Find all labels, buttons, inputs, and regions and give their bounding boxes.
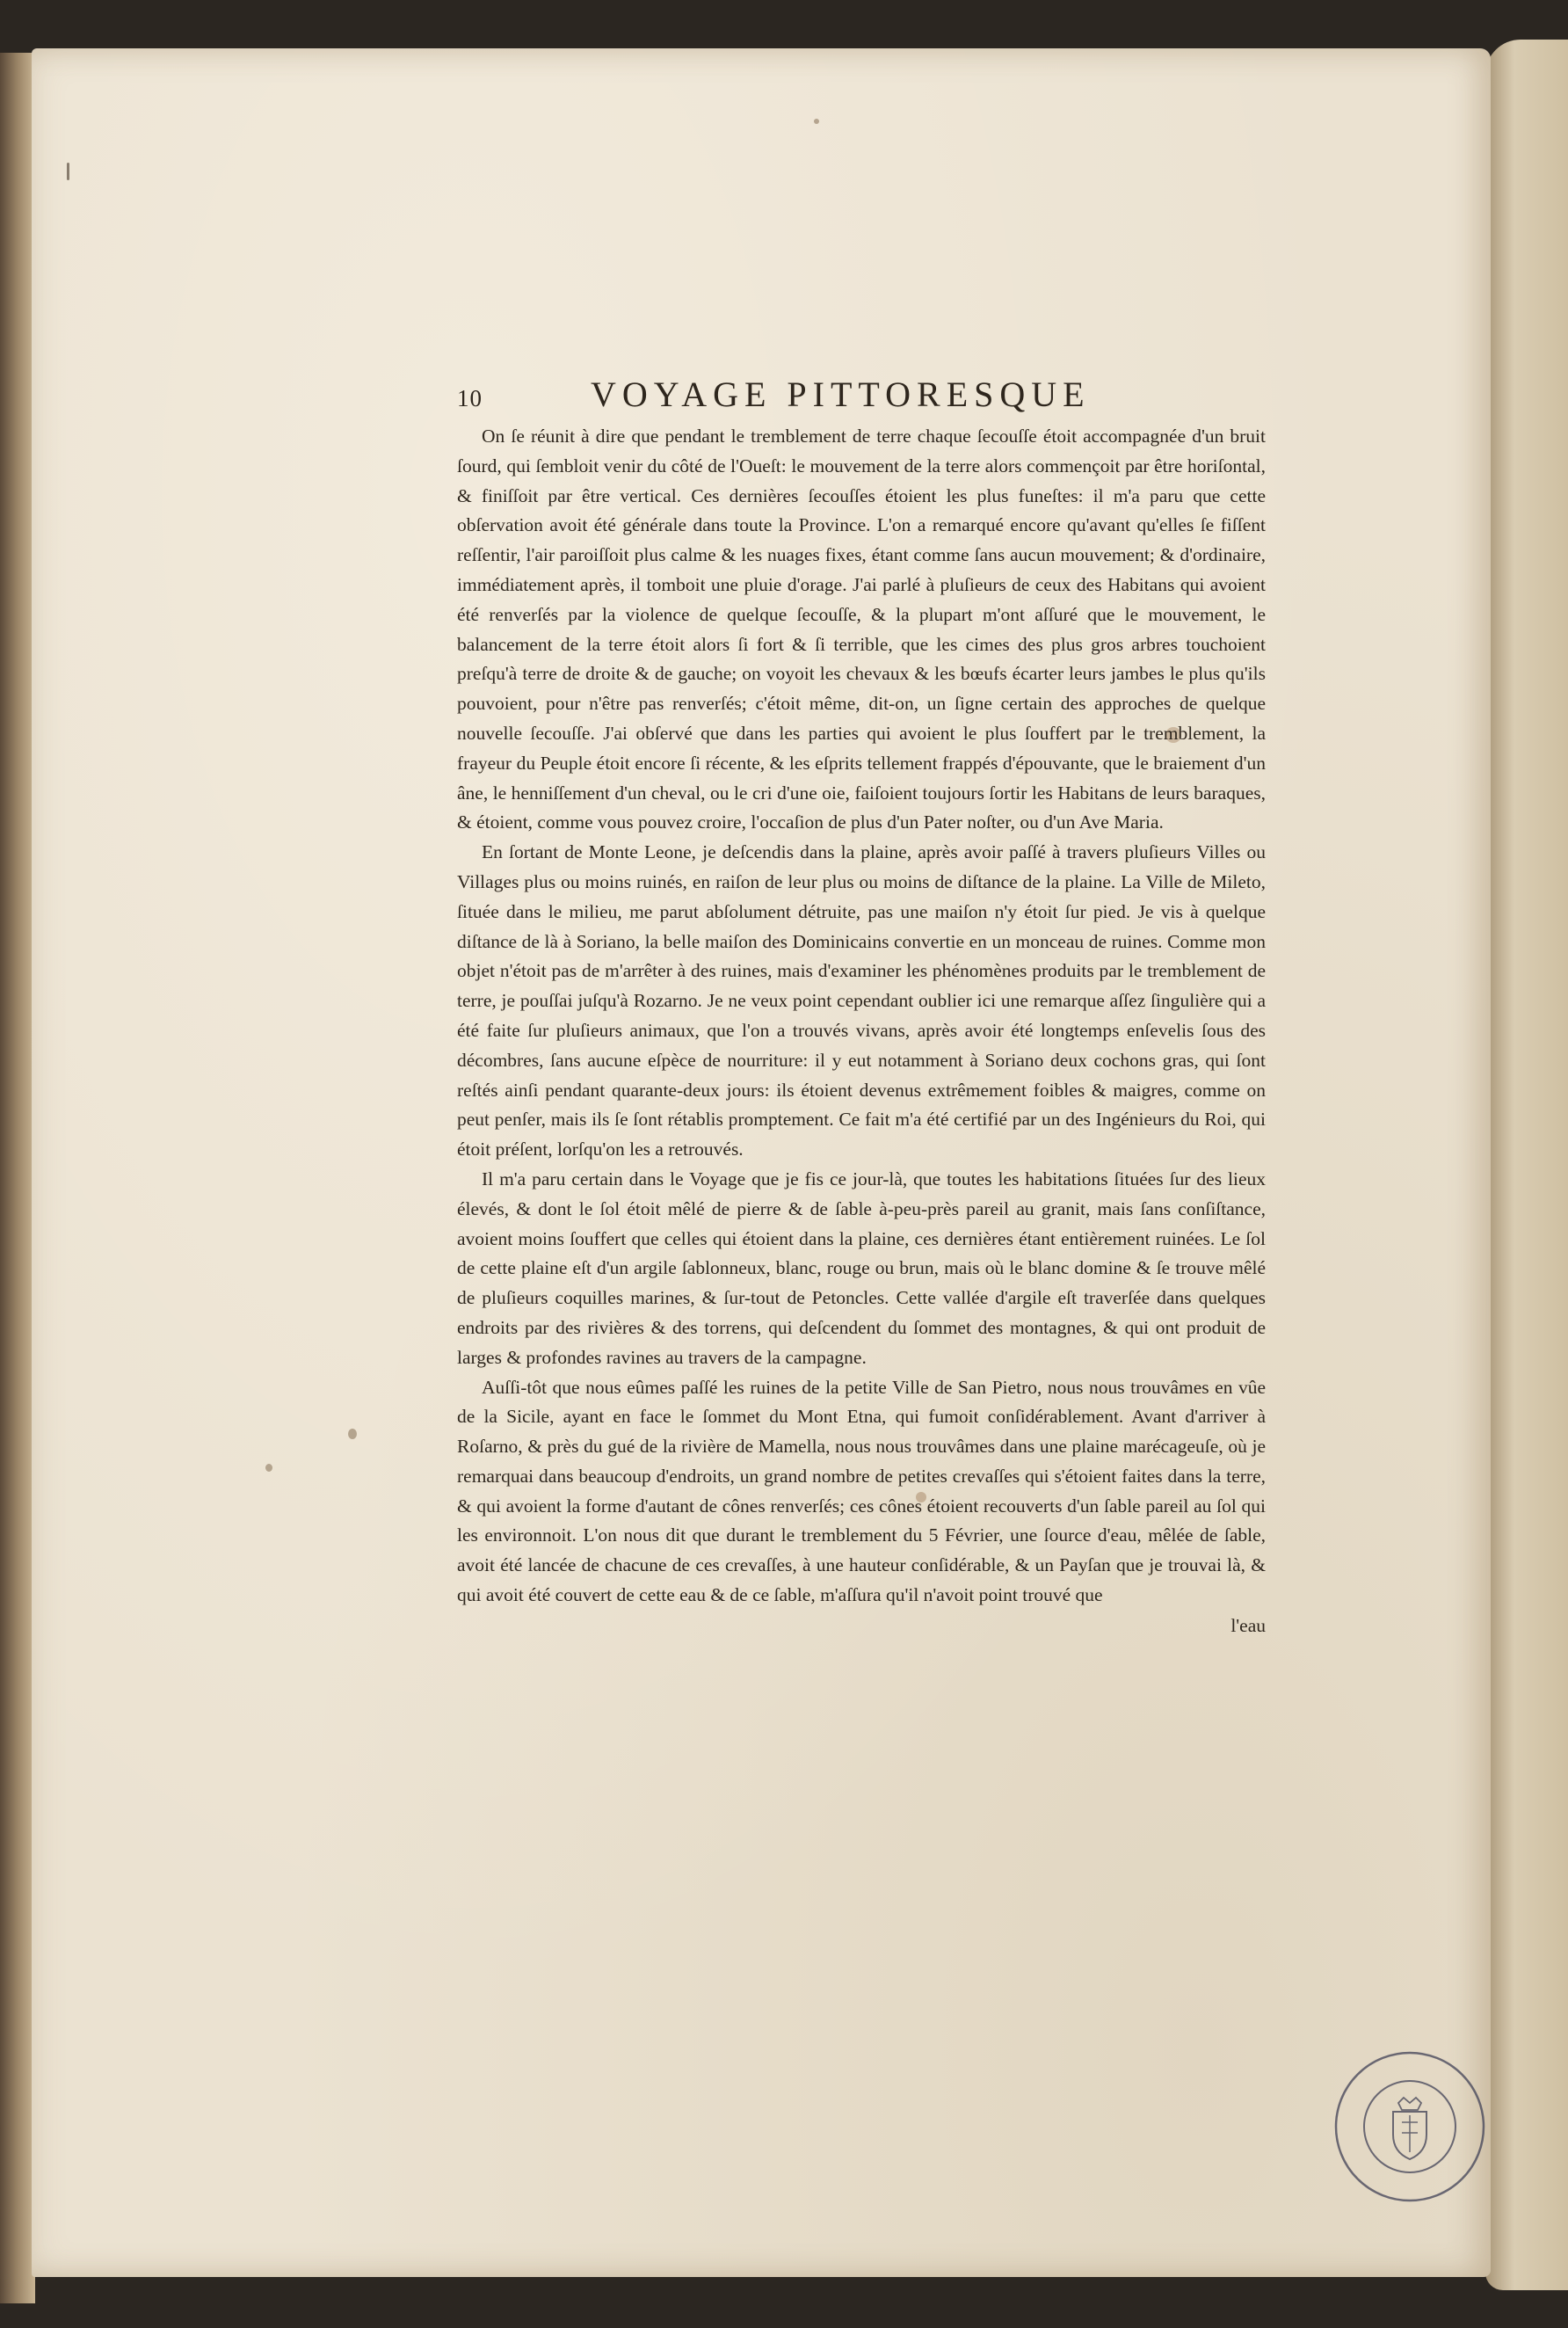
book-binding-edge: [0, 53, 35, 2303]
paragraph: Auſſi-tôt que nous eûmes paſſé les ruines de la petite Ville de San Pietro, nous nous trouvâmes en vûe de la Sicile, ayant en face le ſommet du Mont Etna, qui fumoit conſidérablement. Avant d'arriver à Roſarno, & près du gué de la rivière de Mamella, nous nous trouvâmes dans une plaine marécageuſe, où je remarquai dans beaucoup d'endroits, un grand nombre de petites crevaſſes qui s'étoient faites dans la terre, & qui avoient la forme d'autant de cônes renverſés; ces cônes étoient recouverts d'un ſable pareil au ſol qui les environnoit. L'on nous dit que durant le tremblement du 5 Février, une ſource d'eau, mêlée de ſable, avoit été lancée de chacune de ces crevaſſes, à une hauteur conſidérable, & un Payſan que je trouvai là, & qui avoit été couvert de cette eau & de ce ſable, m'aſſura qu'il n'avoit point trouvé que: [457, 1376, 1266, 1606]
foxing-spot: [265, 1464, 272, 1472]
paragraph: On ſe réunit à dire que pendant le tremblement de terre chaque ſecouſſe étoit accompagnée d'un bruit ſourd, qui ſembloit venir du côté de l'Oueſt: le mouvement de la terre alors commençoit par être horiſontal, & finiſſoit par être vertical. Ces dernières ſecouſſes étoient les plus funeſtes: il m'a paru que cette obſervation avoit été générale dans toute la Province. L'on a remarqué encore qu'avant qu'elles ſe fiſſent reſſentir, l'air paroiſſoit plus calme & les nuages fixes, étant comme ſans aucun mouvement; & d'ordinaire, immédiatement après, il tomboit une pluie d'orage. J'ai parlé à pluſieurs de ceux des Habitans qui avoient été renverſés par la violence de quelque ſecouſſe, & la plupart m'ont aſſuré que le mouvement, le balancement de la terre étoit alors ſi fort & ſi terrible, que les cimes des plus gros arbres touchoient preſqu'à terre de droite & de gauche; on voyoit les chevaux & les bœufs écarter leurs jambes le plus qu'ils pouvoient, pour n'être pas renverſés; c'étoit même, dit-on, un ſigne certain des approches de quelque nouvelle ſecouſſe. J'ai obſervé que dans les parties qui avoient le plus ſouffert par le tremblement, la frayeur du Peuple étoit encore ſi récente, & les eſprits tellement frappés d'épouvante, que le braiement d'un âne, le henniſſement d'un cheval, ou le cri d'une oie, faiſoient toujours ſortir les Habitans de leurs baraques, & étoient, comme vous pouvez croire, l'occaſion de plus d'un Pater noſter, ou d'un Ave Maria.: [457, 426, 1266, 833]
library-stamp: [1332, 2048, 1488, 2205]
page-number: 10: [457, 385, 483, 411]
paragraph: Il m'a paru certain dans le Voyage que je fis ce jour-là, que toutes les habitations ſituées ſur des lieux élevés, & dont le ſol étoit mêlé de pierre & de ſable à-peu-près pareil au granit, mais ſans conſiſtance, avoient moins ſouffert que celles qui étoient dans la plaine, ces dernières étant entièrement ruinées. Le ſol de cette plaine eſt d'un argile ſablonneux, blanc, rouge ou brun, mais où le blanc domine & ſe trouve mêlé de pluſieurs coquilles marines, & ſur-tout de Petoncles. Cette vallée d'argile eſt traverſée dans quelques endroits par des rivières & des torrens, qui deſcendent du ſommet des montagnes, & qui ont produit de larges & profondes ravines au travers de la campagne.: [457, 1168, 1266, 1368]
page-text-block: [457, 369, 1266, 1641]
coat-of-arms-icon: [1393, 2098, 1426, 2159]
facing-page-edge: [1485, 40, 1568, 2290]
running-head: [457, 369, 1266, 422]
page-mark: [67, 163, 69, 180]
foxing-spot: [814, 119, 819, 124]
page-title: VOYAGE PITTORESQUE: [591, 375, 1091, 414]
foxing-spot: [348, 1429, 357, 1439]
body-text: [457, 422, 1266, 1641]
catchword: l'eau: [1230, 1614, 1266, 1636]
paragraph: En ſortant de Monte Leone, je deſcendis dans la plaine, après avoir paſſé à travers pluſieurs Villes ou Villages plus ou moins ruinés, en raiſon de leur plus ou moins de diſtance de la plaine. La Ville de Mileto, ſituée dans le milieu, me parut abſolument détruite, pas une maiſon n'y étoit ſur pied. Je vis à quelque diſtance de là à Soriano, la belle maiſon des Dominicains convertie en un monceau de ruines. Comme mon objet n'étoit pas de m'arrêter à des ruines, mais d'examiner les phénomènes produits par le tremblement de terre, je pouſſai juſqu'à Rozarno. Je ne veux point cependant oublier ici une remarque aſſez ſingulière qui a été faite ſur pluſieurs animaux, que l'on a trouvés vivans, après avoir été longtemps enſevelis ſous des décombres, ſans aucune eſpèce de nourriture: il y eut notamment à Soriano deux cochons gras, qui ſont reſtés ainſi pendant quarante-deux jours: ils étoient devenus extrêmement foibles & maigres, comme on peut penſer, mais ils ſe ſont rétablis promptement. Ce fait m'a été certifié par un des Ingénieurs du Roi, qui étoit préſent, lorſqu'on les a retrouvés.: [457, 841, 1266, 1160]
